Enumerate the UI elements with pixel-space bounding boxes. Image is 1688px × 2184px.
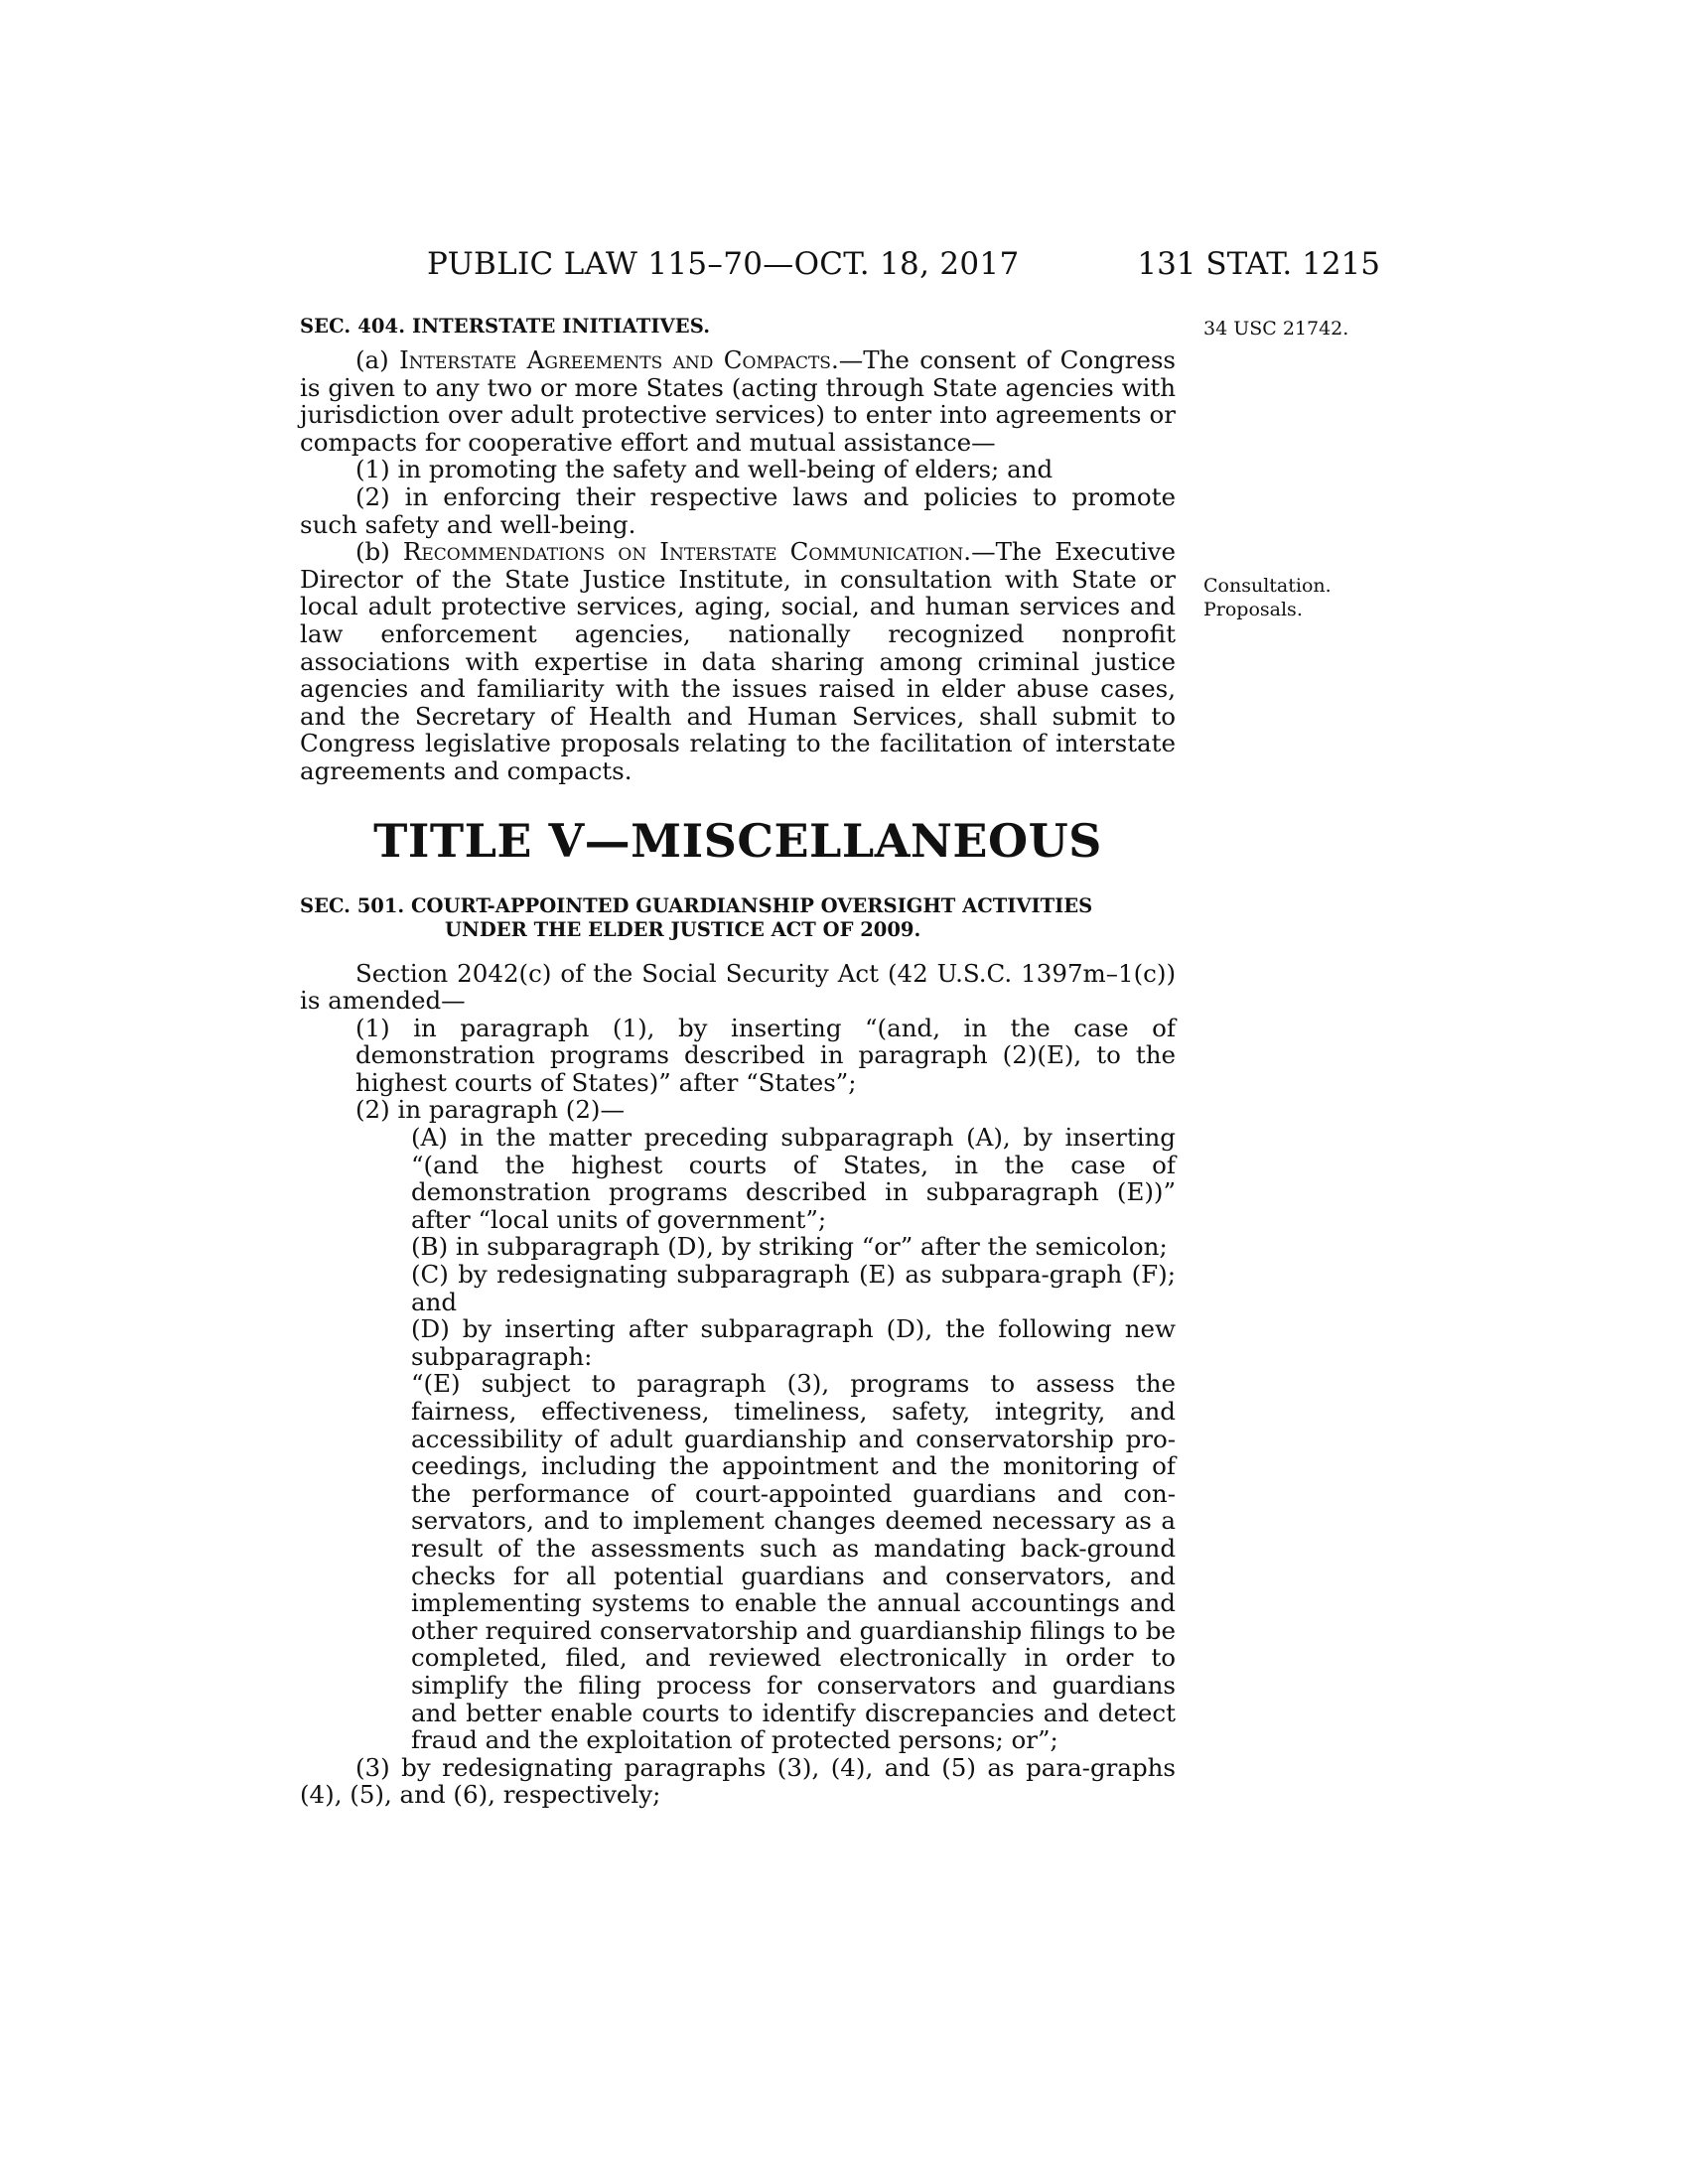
section-404-a-1: (1) in promoting the safety and well-being of elders; and: [355, 455, 1054, 484]
margin-note-consultation-label: Consultation.: [1203, 575, 1332, 597]
margin-note-usc: [1203, 317, 1372, 341]
subsection-text: —The consent of Congress is given to any two or more States (acting through State agencies with jurisdiction over adult protective services) to enter into agreements or compacts for cooperative effort and mutual assistance—: [300, 345, 1176, 457]
section-501-para-2: (2) in paragraph (2)—: [355, 1095, 625, 1125]
section-501-para-2-D: (D) by inserting after subparagraph (D), the following new subparagraph:: [411, 1314, 1176, 1371]
subsection-caption: Recommendations on Interstate Communication.: [402, 537, 972, 567]
subsection-text: —The Executive Director of the State Justice Institute, in consultation with State or local adult protective services, aging, social, and human services and law enforcement agencies, nationally recognized nonprofit associations with expertise in data sharing among criminal justice agencies and familiarity with the issues raised in elder abuse cases, and the Secretary of Health and Human Services, shall submit to Congress legislative proposals relating to the facilitation of interstate agreements and compacts.: [300, 537, 1176, 785]
running-header: [298, 246, 1380, 290]
section-501-para-1: (1) in paragraph (1), by inserting “(and, in the case of demonstration programs described in paragraph (2)(E), to the highest courts of States)” after “States”;: [355, 1013, 1176, 1097]
section-501-heading-line2: UNDER THE ELDER JUSTICE ACT OF 2009.: [445, 917, 921, 941]
section-404-a-2: (2) in enforcing their respective laws and policies to promote such safety and well-being.: [300, 481, 1176, 539]
usc-citation: 34 USC 21742.: [1203, 318, 1349, 340]
main-text-column: [300, 314, 1176, 1809]
section-501-para-3: (3) by redesignating paragraphs (3), (4), and (5) as para-graphs (4), (5), and (6), respectively;: [300, 1752, 1176, 1810]
section-501-heading: [300, 894, 1176, 942]
subsection-caption: Interstate Agreements and Compacts.: [399, 345, 839, 374]
public-law-title: PUBLIC LAW 115–70—OCT. 18, 2017: [427, 246, 1020, 282]
title-v-heading: TITLE V—MISCELLANEOUS: [373, 813, 1102, 868]
section-501-quoted-subparagraph-E: “(E) subject to paragraph (3), programs to assess the fairness, effectiveness, timeliness, safety, integrity, and accessibility of adult guardianship and conservatorship pro-ceedings, including the appointment and the monitoring of the performance of court-appointed guardians and con-servators, and to implement changes deemed necessary as a result of the assessments such as mandating back-ground checks for all potential guardians and conservators, and implementing systems to enable the annual accountings and other required conservatorship and guardianship filings to be completed, filed, and reviewed electronically in order to simplify the filing process for conservators and guardians and better enable courts to identify discrepancies and detect fraud and the exploitation of protected persons; or”;: [411, 1369, 1176, 1755]
section-404-a: [300, 346, 1176, 456]
section-501-intro: Section 2042(c) of the Social Security Act (42 U.S.C. 1397m–1(c)) is amended—: [300, 958, 1176, 1016]
margin-note-proposals-label: Proposals.: [1203, 599, 1303, 620]
section-501-para-2-C: (C) by redesignating subparagraph (E) as subpara-graph (F); and: [411, 1260, 1176, 1316]
subsection-label: (a): [355, 345, 400, 374]
section-404-heading: SEC. 404. INTERSTATE INITIATIVES.: [300, 315, 711, 338]
margin-note-consultation: [1203, 574, 1372, 621]
section-501-heading-line1: SEC. 501. COURT-APPOINTED GUARDIANSHIP OVERSIGHT ACTIVITIES: [300, 893, 1093, 917]
section-501-para-2-B: (B) in subparagraph (D), by striking “or” after the semicolon;: [411, 1232, 1168, 1262]
subsection-label: (b): [355, 537, 403, 567]
section-404-b: [300, 538, 1176, 784]
section-501-para-2-A: (A) in the matter preceding subparagraph (A), by inserting “(and the highest courts of States, in the case of demonstration programs described in subparagraph (E))” after “local units of government”;: [411, 1123, 1176, 1234]
statute-page-number: 131 STAT. 1215: [1137, 246, 1380, 282]
